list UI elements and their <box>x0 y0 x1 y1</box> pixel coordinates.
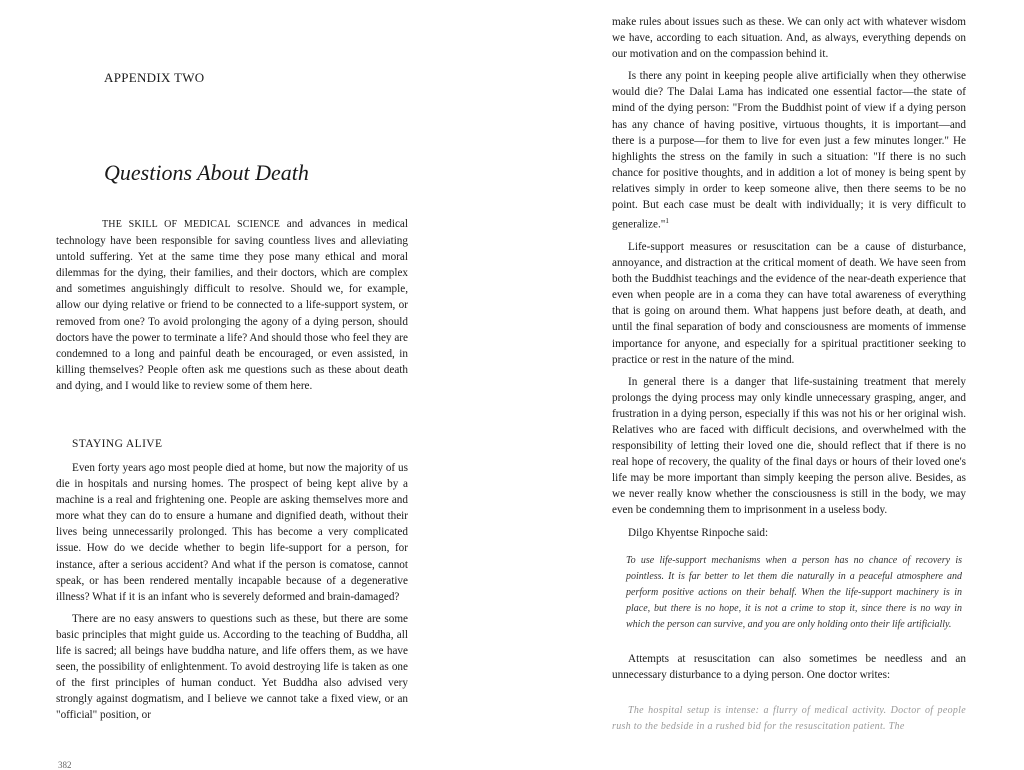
intro-paragraph <box>56 216 408 394</box>
paragraph-staying-alive-2: There are no easy answers to questions such as these, but there are some basic principles that might guide us. According to the teaching of Buddha, all life is sacred; all beings have buddha nature, and life offers them, as we have seen, the possibility of enlightenment. To avoid destroying life is taken as one of the first principles of human conduct. Yet Buddha also advised very strongly against dogmatism, and I believe we cannot take a fixed view, or an "official" position, or <box>56 612 408 722</box>
paragraph-continued: make rules about issues such as these. We can only act with whatever wisdom we have, according to each situation. And, as always, everything depends on our motivation and on the compassion behind it. <box>612 16 966 61</box>
left-page <box>0 0 512 768</box>
page-number: 382 <box>58 760 72 770</box>
footnote-marker: 1 <box>665 217 669 226</box>
intro-column <box>56 216 408 400</box>
staying-alive-column <box>56 460 408 730</box>
paragraph-dalai-lama <box>612 68 966 233</box>
appendix-label: APPENDIX TWO <box>104 70 205 85</box>
paragraph-general: In general there is a danger that life-sustaining treatment that merely prolongs the dying process may only kindle unnecessary grasping, anger, and frustration in a dying person, especially if this was not his or her original wish. Relatives who are faced with difficult decisions, and overwhelmed with the responsibility of letting their loved one die, should reflect that if there is no real hope of recovery, the quality of the final days or hours of their loved one's life may be more important than simply keeping the person alive. Besides, as we never really know whether the consciousness is still in the body, we may even be condemning them to imprisonment in a useless body. <box>612 375 966 517</box>
paragraph-life-support: Life-support measures or resuscitation can be a cause of disturbance, annoyance, and distraction at the critical moment of death. We have seen from both the Buddhist teachings and the evidence of the near-death experience that even when people are in a coma they can have total awareness of everything that is going on around them. What happens just before death, at death, and until the final separation of body and consciousness are moments of immense importance for anyone, and especially for a spiritual practitioner seeking to practice or rest in the nature of the mind. <box>612 240 966 366</box>
spacer <box>612 689 966 703</box>
section-heading: STAYING ALIVE <box>72 438 163 450</box>
right-page <box>512 0 1024 768</box>
right-column <box>612 14 966 741</box>
dilgo-intro: Dilgo Khyentse Rinpoche said: <box>628 526 769 539</box>
paragraph-staying-alive-1: Even forty years ago most people died at home, but now the majority of us die in hospitals and nursing homes. The prospect of being kept alive by a machine is a real and frightening one. People are asking themselves more and more what they can do to ensure a humane and dignified death, without their lives being unnecessarily prolonged. This has become a very complicated issue. How do we decide whether to begin life-support for a person, for instance, after a serious accident? And what if the person is comatose, cannot speak, or has been rendered mentally incapable because of a degenerative illness? What if it is an infant who is severely deformed and brain-damaged? <box>56 462 408 603</box>
intro-body: and advances in medical technology have been responsible for saving countless lives and alleviating untold suffering. Yet at the same time they pose many ethical and moral dilemmas for the dying, their families, and their doctors, which are complex and sometimes anguishingly difficult to resolve. Should we, for example, allow our dying relative or friend to be connected to a life-support system, or removed from one? To avoid prolonging the agony of a dying person, should doctors have the power to terminate a life? And should those who feel they are condemned to a long and painful death be encouraged, or even assisted, in killing themselves? People often ask me questions such as these about death and dying, and I would like to review some of them here. <box>56 218 408 392</box>
paragraph-resuscitation: Attempts at resuscitation can also sometimes be needless and an unnecessary disturbance to a dying person. One doctor writes: <box>612 653 966 682</box>
dilgo-quote-text: To use life-support mechanisms when a person has no chance of recovery is pointless. It is far better to let them die naturally in a peaceful atmosphere and perform positive actions on their behalf. When the life-support machinery is in place, but there is no hope, it is not a crime to stop it, since there is no way in which the person can survive, and you are only holding onto their life artificially. <box>626 554 962 631</box>
dilgo-quote <box>626 553 962 633</box>
chapter-title: Questions About Death <box>104 160 309 185</box>
intro-lead: THE SKILL OF MEDICAL SCIENCE <box>102 219 281 230</box>
faded-quote: The hospital setup is intense: a flurry of medical activity. Doctor of people rush to the bedside in a rushed bid for the resuscitation patient. The <box>612 705 966 733</box>
dalai-lama-text: Is there any point in keeping people alive artificially when they otherwise would die? The Dalai Lama has indicated one essential factor—the state of mind of the dying person: "From the Buddhist point of view if a dying person has any chance of having positive, virtuous thoughts, it is important—and there is a purpose—for them to live for even just a few minutes longer." He highlights the stress on the family in such a situation: "If there is no such chance for positive thoughts, and in addition a lot of money is being spent by relatives simply in order to keep someone alive, then there seems to be no point. But each case must be dealt with individually; it is very difficult to generalize." <box>612 70 966 231</box>
